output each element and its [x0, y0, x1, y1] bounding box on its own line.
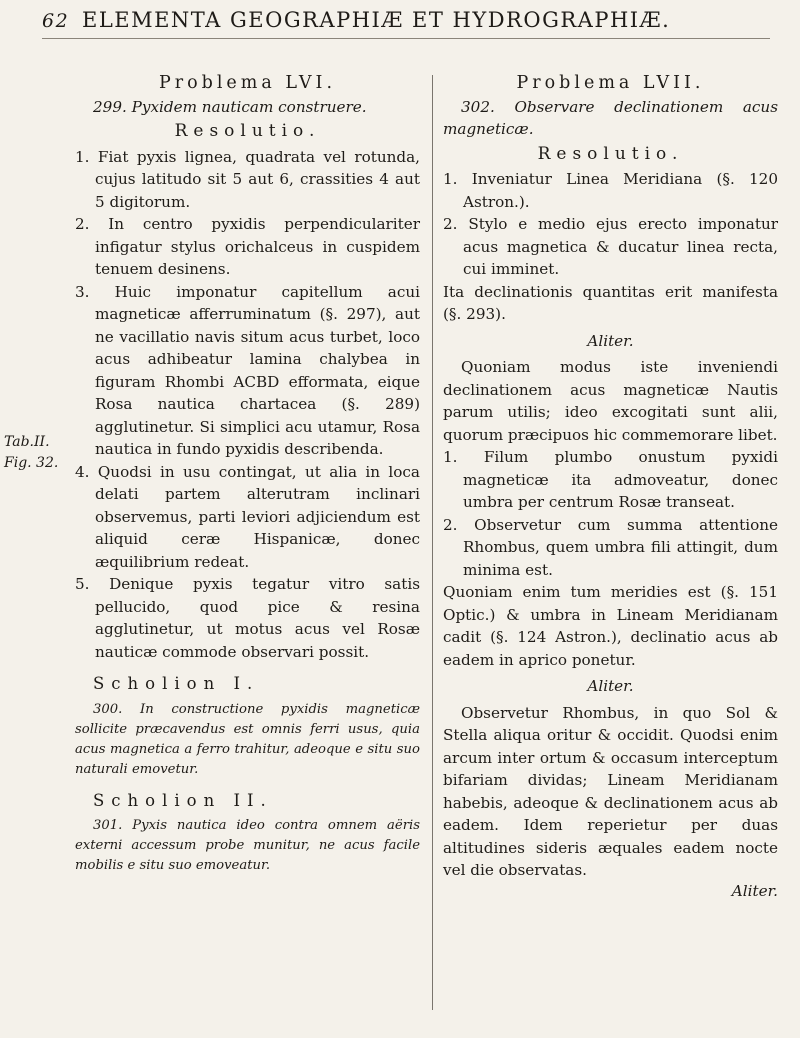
aliter-heading: Aliter. [587, 331, 634, 350]
scholion-text: 300. In constructione pyxidis magneticæ sollicite præcavendus est omnis ferri usus, quia acus magnetica a ferro trahitur, adeoque e situ suo naturali emovetur. [75, 701, 420, 777]
margin-note-fig: Fig. 32. [4, 455, 59, 471]
list-item: 2. Observetur cum summa attentione Rhombus, quem umbra fili attingit, dum minima est. [443, 515, 778, 579]
catchword: Aliter. [731, 881, 778, 900]
problem-heading: Problema LVII. [516, 73, 705, 93]
running-header [42, 8, 770, 39]
scholion-heading: Scholion II. [93, 790, 273, 810]
margin-note-tab: Tab.II. [4, 434, 50, 450]
list-item: 1. Filum plumbo onustum pyxidi magneticæ ita admoveatur, donec umbra per centrum Rosæ transeat. [443, 448, 778, 511]
list-item: 1. Inveniatur Linea Meridiana (§. 120 Astron.). [443, 170, 778, 211]
resolutio-heading: Resolutio. [174, 121, 321, 141]
paragraph: Quoniam modus iste inveniendi declinationem acus magneticæ Nautis parum utilis; ideo excogitati sunt alii, quorum præcipuos hic commemorare libet. [443, 358, 778, 444]
list-item: 4. Quodsi in usu contingat, ut alia in loca delati partem alterutram inclinari observemus, parti leviori adjiciendum est aliquid ceræ Hispanicæ, donec æquilibrium redeat. [75, 462, 420, 571]
scholion-text: 301. Pyxis nautica ideo contra omnem aëris externi accessum probe munitur, ne acus facile mobilis e situ suo emoveatur. [75, 818, 420, 873]
list-item: 2. Stylo e medio ejus erecto imponatur acus magnetica & ducatur linea recta, cui imminet. [443, 215, 778, 278]
problem-statement: 299. Pyxidem nauticam construere. [93, 97, 367, 116]
aliter-heading: Aliter. [587, 677, 634, 695]
page-number: 62 [42, 10, 70, 32]
list-item: 1. Fiat pyxis lignea, quadrata vel rotunda, cujus latitudo sit 5 aut 6, crassities 4 aut 5 digitorum. [75, 147, 420, 211]
list-item: 5. Denique pyxis tegatur vitro satis pellucido, quod pice & resina agglutinetur, ut motus acus vel Rosæ nauticæ commode observari possit. [75, 575, 420, 661]
paragraph: Quoniam enim tum meridies est (§. 151 Optic.) & umbra in Lineam Meridianam cadit (§. 124 Astron.), declinatio acus ab eadem in aprico ponetur. [443, 583, 778, 669]
problem-heading: Problema LVI. [158, 73, 337, 93]
list-item: 3. Huic imponatur capitellum acui magneticæ afferruminatum (§. 297), aut ne vacillatio navis situm acus turbet, loco acus adhibeatur lamina chalybea in figuram Rhombi ACBD efformata, eique Rosa nautica chartacea (§. 289) agglutinetur. Si simplici acu utamur, Rosa nautica in fundo pyxidis describenda. [75, 282, 420, 458]
list-item: 2. In centro pyxidis perpendiculariter infigatur stylus orichalceus in cuspidem tenuem desinens. [75, 215, 420, 278]
right-column [443, 72, 778, 902]
conclusion-text: Ita declinationis quantitas erit manifesta (§. 293). [443, 282, 778, 323]
resolutio-heading: Resolutio. [537, 143, 684, 164]
left-column [75, 72, 420, 876]
column-divider [432, 75, 433, 1010]
paragraph: Observetur Rhombus, in quo Sol & Stella aliqua oritur & occidit. Quodsi enim arcum inter ortum & occasum interceptum bifariam dividas; Lineam Meridianam habebis, adeoque & declinationem acus ab eadem. Idem reperietur per duas altitudines sideris æquales eadem nocte vel die observatas. [443, 703, 778, 879]
scholion-heading: Scholion I. [93, 674, 260, 693]
running-title: ELEMENTA GEOGRAPHIÆ ET HYDROGRAPHIÆ. [82, 8, 671, 32]
problem-statement: 302. Observare declinationem acus magneticæ. [443, 97, 778, 138]
